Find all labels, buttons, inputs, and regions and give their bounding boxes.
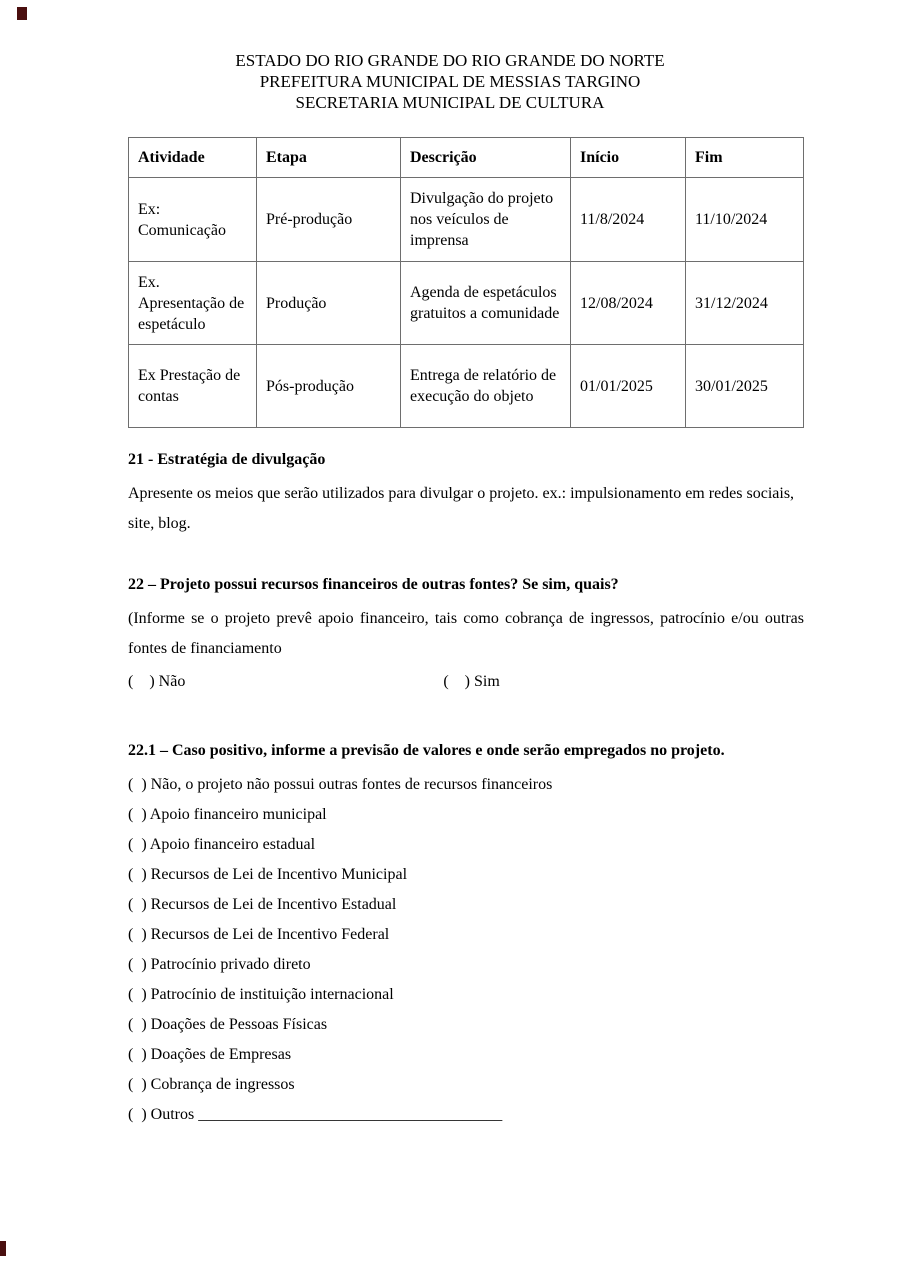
document-body — [0, 137, 900, 1130]
header-secretaria-line: SECRETARIA MUNICIPAL DE CULTURA — [295, 93, 605, 112]
table-cell-fim: 30/01/2025 — [686, 345, 804, 428]
table-header-atividade: Atividade — [129, 138, 257, 178]
checkbox-option-apoio-municipal: ( ) Apoio financeiro municipal — [128, 806, 327, 823]
section-221-checklist — [128, 770, 804, 1130]
checkbox-option-outros: ( ) Outros ______________________________________ — [128, 1106, 503, 1123]
header-prefeitura-line: PREFEITURA MUNICIPAL DE MESSIAS TARGINO — [259, 72, 641, 91]
checkbox-option-lei-incentivo-federal: ( ) Recursos de Lei de Incentivo Federal — [128, 926, 390, 943]
table-cell-etapa: Pré-produção — [257, 178, 401, 262]
table-cell-atividade: Ex Prestação de contas — [129, 345, 257, 428]
table-cell-inicio: 11/8/2024 — [571, 178, 686, 262]
section-221-title: 22.1 – Caso positivo, informe a previsão de valores e onde serão empregados no projeto. — [128, 742, 725, 759]
table-cell-inicio: 12/08/2024 — [571, 262, 686, 345]
table-row — [129, 178, 804, 262]
table-cell-atividade: Ex. Apresentação de espetáculo — [129, 262, 257, 345]
checkbox-option-nao: ( ) Não — [128, 673, 186, 690]
checkbox-option-apoio-estadual: ( ) Apoio financeiro estadual — [128, 836, 316, 853]
section-21-title: 21 - Estratégia de divulgação — [128, 451, 326, 468]
checkbox-option-lei-incentivo-municipal: ( ) Recursos de Lei de Incentivo Municipal — [128, 866, 408, 883]
document-header — [0, 0, 900, 113]
table-cell-atividade: Ex: Comunicação — [129, 178, 257, 262]
section-22-text: (Informe se o projeto prevê apoio financeiro, tais como cobrança de ingressos, patrocínio e/ou outras fontes de financiamento — [128, 610, 804, 657]
checkbox-option-patrocinio-privado: ( ) Patrocínio privado direto — [128, 956, 311, 973]
section-21-text: Apresente os meios que serão utilizados para divulgar o projeto. ex.: impulsionamento em redes sociais, site, blog. — [128, 485, 795, 532]
checkbox-option-cobranca-ingressos: ( ) Cobrança de ingressos — [128, 1076, 295, 1093]
schedule-table — [128, 137, 804, 428]
table-header-descricao: Descrição — [401, 138, 571, 178]
table-header-inicio: Início — [571, 138, 686, 178]
table-header-etapa: Etapa — [257, 138, 401, 178]
scan-artifact-top-left — [17, 7, 27, 20]
table-cell-descricao: Entrega de relatório de execução do objeto — [401, 345, 571, 428]
table-row — [129, 345, 804, 428]
header-state-line: ESTADO DO RIO GRANDE DO RIO GRANDE DO NORTE — [235, 51, 665, 70]
scan-artifact-bottom-left — [0, 1241, 6, 1256]
table-cell-inicio: 01/01/2025 — [571, 345, 686, 428]
checkbox-option-doacoes-pessoas-fisicas: ( ) Doações de Pessoas Físicas — [128, 1016, 328, 1033]
table-header-row — [129, 138, 804, 178]
section-22-title: 22 – Projeto possui recursos financeiros de outras fontes? Se sim, quais? — [128, 576, 619, 593]
table-row — [129, 262, 804, 345]
table-cell-fim: 31/12/2024 — [686, 262, 804, 345]
checkbox-option-sem-outras-fontes: ( ) Não, o projeto não possui outras fontes de recursos financeiros — [128, 776, 553, 793]
table-cell-etapa: Produção — [257, 262, 401, 345]
checkbox-option-doacoes-empresas: ( ) Doações de Empresas — [128, 1046, 292, 1063]
checkbox-option-sim: ( ) Sim — [443, 673, 500, 690]
table-cell-descricao: Agenda de espetáculos gratuitos a comunidade — [401, 262, 571, 345]
table-cell-etapa: Pós-produção — [257, 345, 401, 428]
table-cell-descricao: Divulgação do projeto nos veículos de imprensa — [401, 178, 571, 262]
table-cell-fim: 11/10/2024 — [686, 178, 804, 262]
section-22-options — [128, 667, 804, 697]
table-header-fim: Fim — [686, 138, 804, 178]
checkbox-option-patrocinio-internacional: ( ) Patrocínio de instituição internacional — [128, 986, 394, 1003]
checkbox-option-lei-incentivo-estadual: ( ) Recursos de Lei de Incentivo Estadual — [128, 896, 397, 913]
